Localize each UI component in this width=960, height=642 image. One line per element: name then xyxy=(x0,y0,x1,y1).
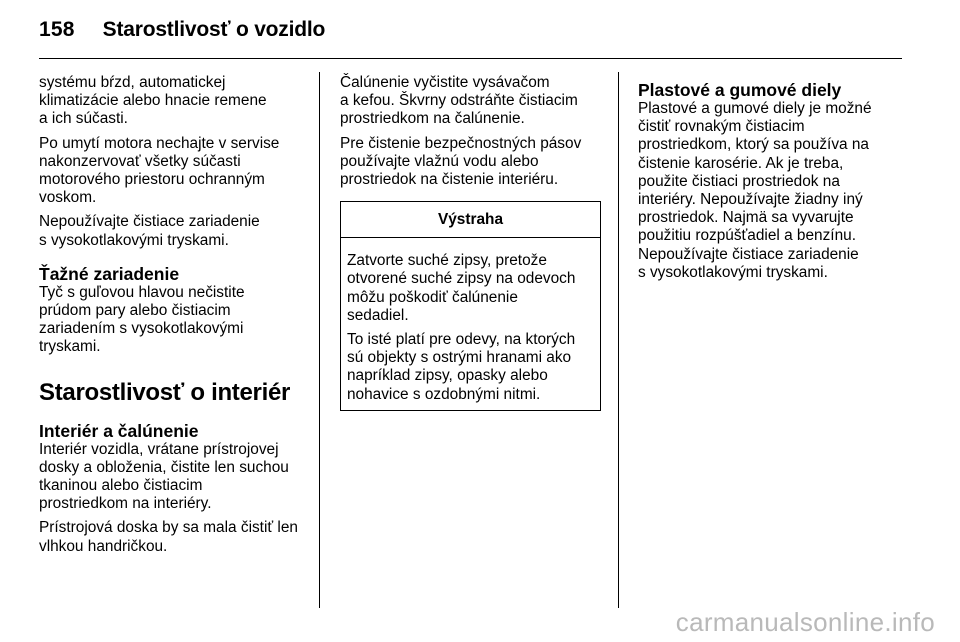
page-title: Starostlivosť o vozidlo xyxy=(102,18,326,41)
column-1 xyxy=(39,74,311,562)
heading-interior-upholstery: Interiér a čalúnenie xyxy=(39,420,199,441)
warning-box xyxy=(340,201,601,411)
warning-paragraph-2: To isté platí pre odevy, na ktorých sú objekty s ostrými hranami ako napríklad zipsy, opasky alebo nohavice s ozdobnými nitmi. xyxy=(347,331,576,403)
paragraph-towing: Tyč s guľovou hlavou nečistite prúdom pary alebo čistiacim zariadením s vysokotlakovými tryskami. xyxy=(39,283,245,356)
column-2 xyxy=(340,74,602,411)
page-header xyxy=(39,18,325,48)
page-number: 158 xyxy=(39,18,75,41)
paragraph-brakes: systému bŕzd, automatickej klimatizácie alebo hnacie remene a ich súčasti. xyxy=(39,74,267,128)
column-3 xyxy=(638,74,900,288)
paragraph-interior-2: Prístrojová doska by sa mala čistiť len vlhkou handričkou. xyxy=(39,519,298,555)
paragraph-no-pressure-washer: Nepoužívajte čistiace zariadenie s vysokotlakovými tryskami. xyxy=(39,213,260,249)
heading-plastic-rubber: Plastové a gumové diely xyxy=(638,80,842,100)
warning-paragraph-1: Zatvorte suché zipsy, pretože otvorené suché zipsy na odevoch môžu poškodiť čalúnenie sedadiel. xyxy=(347,252,576,324)
paragraph-upholstery: Čalúnenie vyčistite vysávačom a kefou. Škvrny odstráňte čistiacim prostriedkom na čalúnenie. xyxy=(340,74,578,128)
warning-title: Výstraha xyxy=(341,202,600,238)
paragraph-seat-belts: Pre čistenie bezpečnostných pásov používajte vlažnú vodu alebo prostriedok na čistenie interiéru. xyxy=(340,134,582,189)
section-title-interior-care: Starostlivosť o interiér xyxy=(39,378,291,406)
heading-towing-device: Ťažné zariadenie xyxy=(39,263,180,284)
warning-body xyxy=(341,238,600,410)
column-divider-1 xyxy=(319,72,320,608)
paragraph-engine-wax: Po umytí motora nechajte v servise nakonzervovať všetky súčasti motorového priestoru ochranným voskom. xyxy=(39,134,280,207)
column-divider-2 xyxy=(618,72,619,608)
header-rule xyxy=(39,58,902,59)
watermark: carmanualsonline.info xyxy=(675,607,935,637)
paragraph-interior-1: Interiér vozidla, vrátane prístrojovej dosky a obloženia, čistite len suchou tkaninou alebo čistiacim prostriedkom na interiéry. xyxy=(39,440,289,513)
paragraph-plastic-rubber: Plastové a gumové diely je možné čistiť rovnakým čistiacim prostriedkom, ktorý sa používa na čistenie karosérie. Ak je treba, použite čistiaci prostriedok na interiéry. Nepoužívajte žiadny iný prostriedok. Najmä sa vyvarujte použitiu rozpúšťadiel a benzínu. Nepoužívajte čistiace zariadenie s vysokotlakovými tryskami. xyxy=(638,100,872,281)
